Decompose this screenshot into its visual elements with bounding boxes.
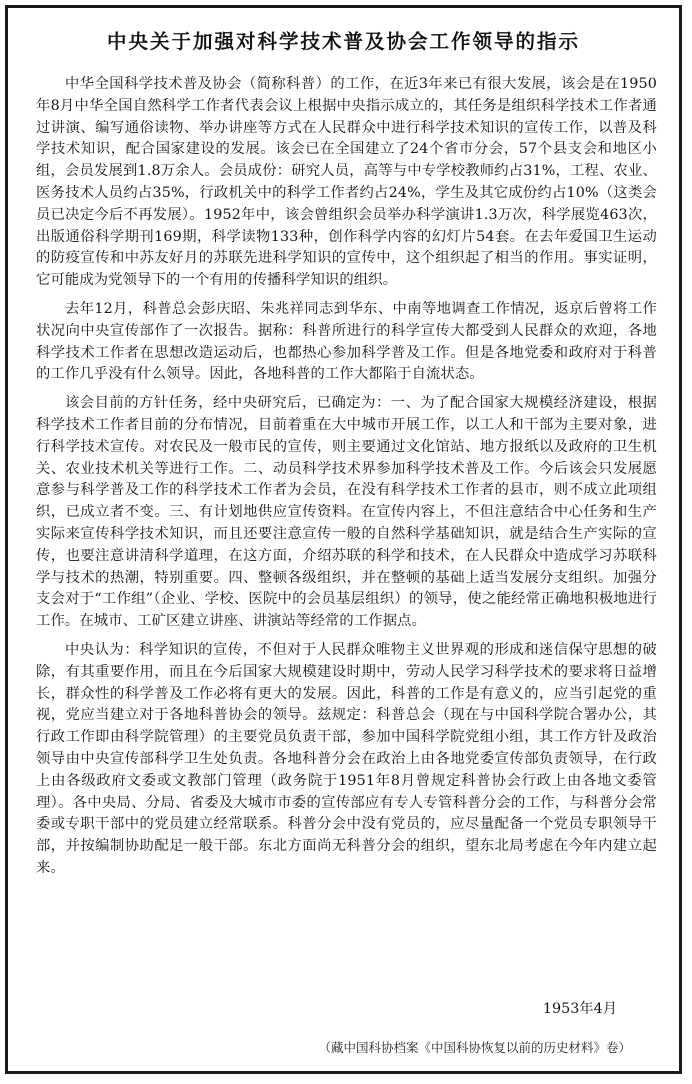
paragraph-2: 去年12月，科普总会彭庆昭、朱兆祥同志到华东、中南等地调查工作情况，返京后曾将工作状况向中央宣传部作了一次报告。据称：科普所进行的科学宣传大都受到人民群众的欢迎，各地科学技术工作者在思想改造运动后，也都热心参加科学普及工作。但是各地党委和政府对于科普的工作几乎没有什么领导。因此，各地科普的工作大都陷于自流状态。	[36, 300, 657, 383]
paragraph-4: 中央认为：科学知识的宣传，不但对于人民群众唯物主义世界观的形成和迷信保守思想的破除，有其重要作用，而且在今后国家大规模建设时期中，劳动人民学习科学技术的要求将日益增长，群众性的科学普及工作必将有更大的发展。因此，科普的工作是有意义的，应当引起党的重视，党应当建立对于各地科普协会的领导。兹规定：科普总会（现在与中国科学院合署办公，其行政工作即由科学院管理）的主要党员负责干部，参加中国科学院党组小组，其工作方针及政治领导由中央宣传部科学卫生处负责。各地科普分会在政治上由各地党委宣传部负责领导，在行政上由各级政府文委或文教部门管理（政务院于1951年8月曾规定科普协会行政上由各地文委管理）。各中央局、分局、省委及大城市市委的宣传部应有专人专管科普分会的工作，与科普分会常委或专职干部中的党员建立经常联系。科普分会中没有党员的，应尽量配备一个党员专职领导干部，并按编制协助配足一般干部。东北方面尚无科普分会的组织，望东北局考虑在今年内建立起来。	[36, 641, 657, 876]
paragraph-3: 该会目前的方针任务，经中央研究后，已确定为：一、为了配合国家大规模经济建设，根据科学技术工作者目前的分布情况，目前着重在大中城市开展工作，以工人和干部为主要对象，进行科学技术宣传。对农民及一般市民的宣传，则主要通过文化馆站、地方报纸以及政府的卫生机关、农业技术机关等进行工作。二、动员科学技术界参加科学技术普及工作。今后该会只发展愿意参与科学普及工作的科学技术工作者为会员，在没有科学技术工作者的县市，则不成立此项组织，已成立者不变。三、有计划地供应宣传资料。在宣传内容上，不但注意结合中心任务和生产实际来宣传科学技术知识，而且还要注意宣传一般的自然科学基础知识，就是结合生产实际的宣传，也要注意讲清科学道理，在这方面，介绍苏联的科学和技术，在人民群众中造成学习苏联科学与技术的热潮，特别重要。四、整顿各级组织，并在整顿的基础上适当发展分支组织。加强分支会对于“工作组”（企业、学校、医院中的会员基层组织）的领导，使之能经常正确地积极地进行工作。在城市、工矿区建立讲座、讲演站等经常的工作据点。	[36, 395, 657, 630]
paragraph-1: 中华全国科学技术普及协会（简称科普）的工作，在近3年来已有很大发展，该会是在1950年8月中华全国自然科学工作者代表会议上根据中央指示成立的，其任务是组织科学技术工作者通过讲演、编写通俗读物、举办讲座等方式在人民群众中进行科学技术知识的宣传工作，以普及科学技术知识，配合国家建设的发展。该会已在全国建立了24个省市分会，57个县支会和地区小组，会员发展到1.8万余人。会员成份：研究人员，高等与中专学校教师约占31%，工程、农业、医务技术人员约占35%，行政机关中的科学工作者约占24%，学生及其它成份约占10%（这类会员已决定今后不再发展）。1952年中，该会曾组织会员举办科学演讲1.3万次，科学展览463次，出版通俗科学期刊169期，科学读物133种，创作科学内容的幻灯片54套。在去年爱国卫生运动的防疫宣传和中苏友好月的苏联先进科学知识的宣传中，这个组织起了相当的作用。事实证明，它可能成为党领导下的一个有用的传播科学知识的组织。	[36, 76, 657, 289]
document-body	[36, 74, 657, 887]
document-date: 1953年4月	[542, 1001, 617, 1017]
document-page	[5, 5, 682, 1074]
document-title: 中央关于加强对科学技术普及协会工作领导的指示	[106, 30, 580, 53]
source-note: （藏中国科协档案《中国科协恢复以前的历史材料》卷）	[318, 1040, 631, 1055]
